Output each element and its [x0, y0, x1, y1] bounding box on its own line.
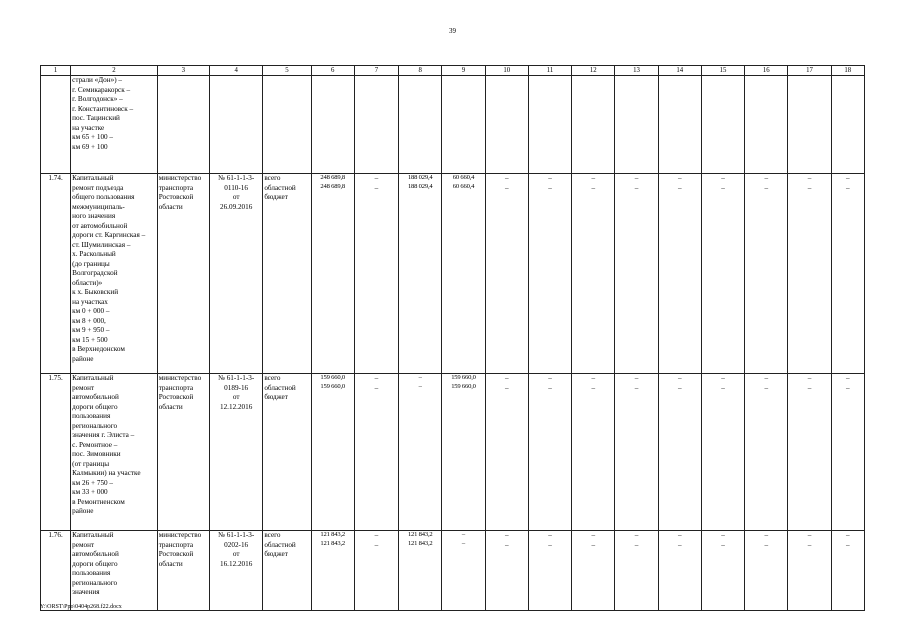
- object-name-line: Волгоградской: [72, 269, 118, 277]
- object-name-line: районе: [72, 354, 94, 363]
- expertise-document: [210, 374, 263, 531]
- column-header-12: 12: [572, 66, 615, 76]
- column-header-10: 10: [485, 66, 528, 76]
- object-name-line: области)»: [72, 278, 103, 287]
- column-header-18: 18: [831, 66, 864, 76]
- amount-col-17-line: –: [807, 540, 812, 549]
- object-name-line: на участках: [72, 297, 108, 306]
- amount-col-11-line: –: [548, 531, 552, 539]
- total-amount-line: 248 689,8: [320, 174, 345, 181]
- executor: [157, 76, 209, 174]
- expertise-document-line: от: [232, 550, 240, 558]
- amount-col-9-line: –: [461, 539, 466, 547]
- amount-col-11: [528, 76, 571, 174]
- amount-col-17-line: –: [807, 174, 812, 182]
- executor: [157, 374, 209, 531]
- amount-col-15: [701, 374, 744, 531]
- amount-col-11-line: –: [548, 183, 552, 192]
- amount-col-8-line: –: [418, 374, 422, 381]
- funding-source-line: всего: [264, 374, 281, 382]
- executor-line: области: [158, 402, 183, 411]
- funding-source-line: областной: [264, 383, 296, 392]
- amount-col-7-line: –: [374, 540, 379, 549]
- amount-col-13-line: –: [634, 531, 639, 539]
- executor-line: транспорта: [158, 183, 194, 192]
- expertise-document-line: от: [232, 193, 240, 201]
- amount-col-12: [572, 76, 615, 174]
- executor-line: министерство: [158, 374, 202, 382]
- object-name-line: регионального: [72, 578, 118, 587]
- item-number-line: 1.74.: [48, 174, 63, 182]
- object-name-line: автомобильной: [72, 550, 119, 558]
- object-name-line: км 0 + 000 –: [72, 307, 110, 315]
- amount-col-16-line: –: [764, 183, 769, 192]
- column-header-11: 11: [528, 66, 571, 76]
- column-header-7: 7: [354, 66, 398, 76]
- expertise-document-line: 0110-16: [224, 183, 248, 192]
- expertise-document-line: 26.09.2016: [219, 202, 253, 211]
- amount-col-12-line: –: [591, 540, 596, 549]
- amount-col-11: [528, 374, 571, 531]
- amount-col-14-line: –: [677, 183, 682, 192]
- object-name: [71, 531, 158, 611]
- amount-col-16-line: –: [764, 383, 769, 392]
- item-number-line: 1.76.: [48, 531, 63, 539]
- executor-line: министерство: [158, 531, 202, 539]
- amount-col-8: [399, 531, 442, 611]
- total-amount-line: 121 843,2: [320, 531, 345, 538]
- column-header-2: 2: [71, 66, 158, 76]
- object-name-line: в Верхнедонском: [72, 345, 125, 353]
- object-name-line: Капитальный: [72, 374, 114, 382]
- amount-col-16-line: –: [764, 374, 769, 382]
- amount-col-8-line: 188 029,4: [407, 182, 433, 190]
- amount-col-13: [615, 374, 658, 531]
- object-name: [71, 76, 158, 174]
- amount-col-16-line: –: [764, 540, 769, 549]
- funding-source: [263, 374, 311, 531]
- amount-col-13-line: –: [634, 174, 639, 182]
- amount-col-16: [745, 374, 788, 531]
- amount-col-14-line: –: [677, 531, 682, 539]
- object-name-line: общего пользования: [72, 193, 135, 201]
- executor-line: транспорта: [158, 383, 194, 392]
- table-row: [41, 76, 865, 174]
- column-header-4: 4: [210, 66, 263, 76]
- total-amount: [311, 76, 354, 174]
- amount-col-17-line: –: [807, 383, 812, 392]
- funding-source: [263, 531, 311, 611]
- amount-col-11: [528, 174, 571, 374]
- total-amount: [311, 174, 354, 374]
- total-amount-line: 248 689,8: [320, 182, 345, 190]
- object-name-line: пос. Тацинский: [72, 114, 120, 122]
- amount-col-18-line: –: [846, 531, 850, 539]
- amount-col-9-line: –: [461, 531, 466, 538]
- object-name-line: км 69 + 100: [72, 142, 108, 151]
- expertise-document: [210, 76, 263, 174]
- amount-col-10: [485, 174, 528, 374]
- amount-col-13-line: –: [634, 540, 639, 549]
- executor-line: министерство: [158, 174, 202, 182]
- amount-col-14: [658, 174, 701, 374]
- expertise-document: [210, 174, 263, 374]
- amount-col-14-line: –: [677, 374, 682, 382]
- amount-col-12: [572, 174, 615, 374]
- amount-col-9: [442, 174, 485, 374]
- table-row: [41, 531, 865, 611]
- amount-col-15-line: –: [721, 531, 725, 539]
- amount-col-17: [788, 76, 831, 174]
- object-name: [71, 374, 158, 531]
- amount-col-16: [745, 174, 788, 374]
- executor-line: транспорта: [158, 540, 194, 549]
- item-number: [41, 374, 71, 531]
- executor-line: области: [158, 202, 183, 211]
- funding-source: [263, 174, 311, 374]
- expertise-document-line: 12.12.2016: [219, 402, 253, 411]
- object-name-line: пос. Зимовники: [72, 450, 121, 458]
- amount-col-7-line: –: [374, 174, 379, 182]
- expertise-document-line: № 61-1-1-3-: [218, 531, 255, 539]
- amount-col-11: [528, 531, 571, 611]
- amount-col-10-line: –: [504, 183, 509, 192]
- object-name-line: ремонт: [72, 383, 95, 392]
- amount-col-18: [831, 531, 864, 611]
- executor-line: Ростовской: [158, 393, 194, 401]
- amount-col-13-line: –: [634, 183, 639, 192]
- amount-col-15-line: –: [721, 383, 725, 392]
- expertise-document: [210, 531, 263, 611]
- amount-col-17: [788, 374, 831, 531]
- object-name-line: г. Константиновск –: [72, 104, 134, 113]
- executor-line: области: [158, 559, 183, 568]
- column-header-5: 5: [263, 66, 311, 76]
- total-amount-line: 159 660,0: [320, 374, 345, 381]
- column-header-13: 13: [615, 66, 658, 76]
- object-name-line: х. Раскольный: [72, 250, 116, 258]
- expertise-document-line: 0189-16: [224, 383, 249, 392]
- amount-col-15: [701, 174, 744, 374]
- amount-col-16-line: –: [764, 174, 769, 182]
- amount-col-17: [788, 531, 831, 611]
- funding-source-line: бюджет: [264, 550, 288, 558]
- amount-col-14: [658, 374, 701, 531]
- object-name-line: дороги ст. Каргинская –: [72, 231, 146, 239]
- amount-col-12-line: –: [591, 174, 596, 182]
- amount-col-14: [658, 531, 701, 611]
- amount-col-14-line: –: [677, 383, 682, 392]
- amount-col-12-line: –: [591, 374, 596, 382]
- amount-col-17-line: –: [807, 531, 812, 539]
- object-name-line: значения г. Элиста –: [72, 431, 135, 439]
- amount-col-15-line: –: [721, 540, 725, 549]
- amount-col-8-line: 121 843,2: [407, 531, 433, 538]
- file-path-footer: Y:\ORST\Ppo\0404p268.f22.docx: [40, 604, 122, 610]
- executor-line: Ростовской: [158, 550, 194, 558]
- amount-col-7: [354, 374, 398, 531]
- object-name-line: ст. Шумилинская –: [72, 240, 131, 249]
- amount-col-12: [572, 531, 615, 611]
- amount-col-14: [658, 76, 701, 174]
- expertise-document-line: от: [232, 393, 240, 401]
- object-name-line: Капитальный: [72, 174, 114, 182]
- amount-col-8: [399, 76, 442, 174]
- executor: [157, 531, 209, 611]
- object-name-line: км 15 + 500: [72, 335, 108, 344]
- amount-col-12-line: –: [591, 531, 596, 539]
- object-name-line: на участке: [72, 123, 105, 132]
- column-header-9: 9: [442, 66, 485, 76]
- object-name-line: г. Семикаракорск –: [72, 85, 131, 94]
- object-name-line: районе: [72, 507, 94, 515]
- object-name-line: регионального: [72, 421, 118, 430]
- column-number-header-row: [41, 66, 865, 76]
- amount-col-10: [485, 531, 528, 611]
- amount-col-18-line: –: [846, 174, 850, 182]
- funding-source-line: областной: [264, 183, 296, 192]
- object-name-line: автомобильной: [72, 393, 119, 401]
- amount-col-14-line: –: [677, 174, 682, 182]
- amount-col-7: [354, 531, 398, 611]
- object-name-line: км 8 + 000,: [72, 316, 106, 325]
- amount-col-18: [831, 174, 864, 374]
- executor-line: Ростовской: [158, 193, 194, 201]
- object-name-line: км 33 + 000: [72, 488, 108, 496]
- amount-col-13-line: –: [634, 383, 639, 392]
- amount-col-8-line: 121 843,2: [407, 539, 433, 547]
- table-row: [41, 174, 865, 374]
- total-amount-line: 159 660,0: [320, 382, 345, 390]
- object-name-line: г. Волгодонск» –: [72, 95, 123, 103]
- amount-col-16: [745, 531, 788, 611]
- amount-col-14-line: –: [677, 540, 682, 549]
- item-number: [41, 76, 71, 174]
- object-name-line: ного значения: [72, 212, 116, 220]
- object-name-line: ремонт подъезда: [72, 183, 124, 192]
- amount-col-12-line: –: [591, 183, 596, 192]
- amount-col-7-line: –: [374, 383, 379, 392]
- amount-col-9-line: 159 660,0: [451, 382, 476, 390]
- amount-col-17-line: –: [807, 183, 812, 192]
- amount-col-10-line: –: [504, 174, 509, 182]
- object-name-line: ремонт: [72, 540, 95, 549]
- amount-col-8-line: 188 029,4: [407, 174, 433, 181]
- column-header-3: 3: [157, 66, 209, 76]
- column-header-17: 17: [788, 66, 831, 76]
- amount-col-10: [485, 76, 528, 174]
- funding-source-line: бюджет: [264, 393, 288, 401]
- amount-col-16: [745, 76, 788, 174]
- amount-col-9-line: 60 660,4: [452, 182, 475, 190]
- funding-source-line: областной: [264, 540, 296, 549]
- object-name-line: (до границы: [72, 259, 110, 268]
- object-name-line: Капитальный: [72, 531, 114, 539]
- object-name-line: значения: [72, 588, 100, 596]
- amount-col-8: [399, 374, 442, 531]
- amount-col-18: [831, 76, 864, 174]
- column-header-6: 6: [311, 66, 354, 76]
- amount-col-8: [399, 174, 442, 374]
- column-header-1: 1: [41, 66, 71, 76]
- amount-col-15: [701, 531, 744, 611]
- object-name-line: пользования: [72, 412, 111, 420]
- total-amount: [311, 531, 354, 611]
- item-number: [41, 174, 71, 374]
- amount-col-10: [485, 374, 528, 531]
- amount-col-18-line: –: [846, 540, 850, 549]
- object-name-line: от автомобильной: [72, 221, 128, 230]
- amount-col-16-line: –: [764, 531, 769, 539]
- expertise-document-line: № 61-1-1-3-: [218, 374, 255, 382]
- object-name-line: к х. Быковский: [72, 288, 119, 296]
- object-name-line: в Ремонтненском: [72, 497, 125, 506]
- amount-col-8-line: –: [418, 382, 422, 390]
- table-row: [41, 374, 865, 531]
- item-number-line: 1.75.: [48, 374, 63, 382]
- amount-col-7-line: –: [374, 183, 379, 192]
- expertise-document-line: 16.12.2016: [219, 559, 253, 568]
- amount-col-10-line: –: [504, 374, 509, 382]
- amount-col-7-line: –: [374, 531, 379, 539]
- amount-col-11-line: –: [548, 174, 552, 182]
- column-header-15: 15: [701, 66, 744, 76]
- funding-source-line: бюджет: [264, 193, 288, 201]
- object-name-line: км 9 + 950 –: [72, 326, 110, 334]
- budget-table: [40, 65, 865, 611]
- amount-col-10-line: –: [504, 531, 509, 539]
- column-header-8: 8: [399, 66, 442, 76]
- amount-col-11-line: –: [548, 540, 552, 549]
- object-name-line: с. Ремонтное –: [72, 440, 118, 449]
- object-name: [71, 174, 158, 374]
- total-amount: [311, 374, 354, 531]
- column-header-16: 16: [745, 66, 788, 76]
- object-name-line: км 65 + 100 –: [72, 133, 114, 141]
- amount-col-10-line: –: [504, 383, 509, 392]
- funding-source-line: всего: [264, 531, 281, 539]
- column-header-14: 14: [658, 66, 701, 76]
- total-amount-line: 121 843,2: [320, 539, 345, 547]
- amount-col-9: [442, 76, 485, 174]
- amount-col-11-line: –: [548, 383, 552, 392]
- amount-col-12-line: –: [591, 383, 596, 392]
- amount-col-7: [354, 76, 398, 174]
- object-name-line: дороги общего: [72, 559, 118, 568]
- amount-col-18-line: –: [846, 383, 850, 392]
- object-name-line: (от границы: [72, 459, 110, 468]
- page-number: 39: [449, 27, 456, 35]
- amount-col-7: [354, 174, 398, 374]
- amount-col-9-line: 60 660,4: [452, 174, 475, 181]
- amount-col-13: [615, 531, 658, 611]
- object-name-line: Калмыкии) на участке: [72, 469, 141, 477]
- amount-col-13-line: –: [634, 374, 639, 382]
- object-name-line: межмуниципаль-: [72, 202, 125, 211]
- object-name-line: страли «Дон») –: [72, 76, 122, 84]
- amount-col-15-line: –: [721, 374, 725, 382]
- item-number: [41, 531, 71, 611]
- amount-col-17: [788, 174, 831, 374]
- amount-col-18-line: –: [846, 374, 850, 382]
- amount-col-18: [831, 374, 864, 531]
- expertise-document-line: № 61-1-1-3-: [218, 174, 255, 182]
- amount-col-13: [615, 174, 658, 374]
- amount-col-12: [572, 374, 615, 531]
- amount-col-17-line: –: [807, 374, 812, 382]
- amount-col-9-line: 159 660,0: [451, 374, 476, 381]
- amount-col-9: [442, 374, 485, 531]
- amount-col-15-line: –: [721, 183, 725, 192]
- executor: [157, 174, 209, 374]
- object-name-line: дороги общего: [72, 402, 118, 411]
- amount-col-15-line: –: [721, 174, 725, 182]
- amount-col-18-line: –: [846, 183, 850, 192]
- amount-col-7-line: –: [374, 374, 379, 382]
- object-name-line: пользования: [72, 569, 111, 577]
- expertise-document-line: 0202-16: [224, 540, 249, 549]
- amount-col-15: [701, 76, 744, 174]
- amount-col-11-line: –: [548, 374, 552, 382]
- funding-source-line: всего: [264, 174, 281, 182]
- amount-col-10-line: –: [504, 540, 509, 549]
- object-name-line: км 26 + 750 –: [72, 478, 114, 487]
- amount-col-13: [615, 76, 658, 174]
- funding-source: [263, 76, 311, 174]
- amount-col-9: [442, 531, 485, 611]
